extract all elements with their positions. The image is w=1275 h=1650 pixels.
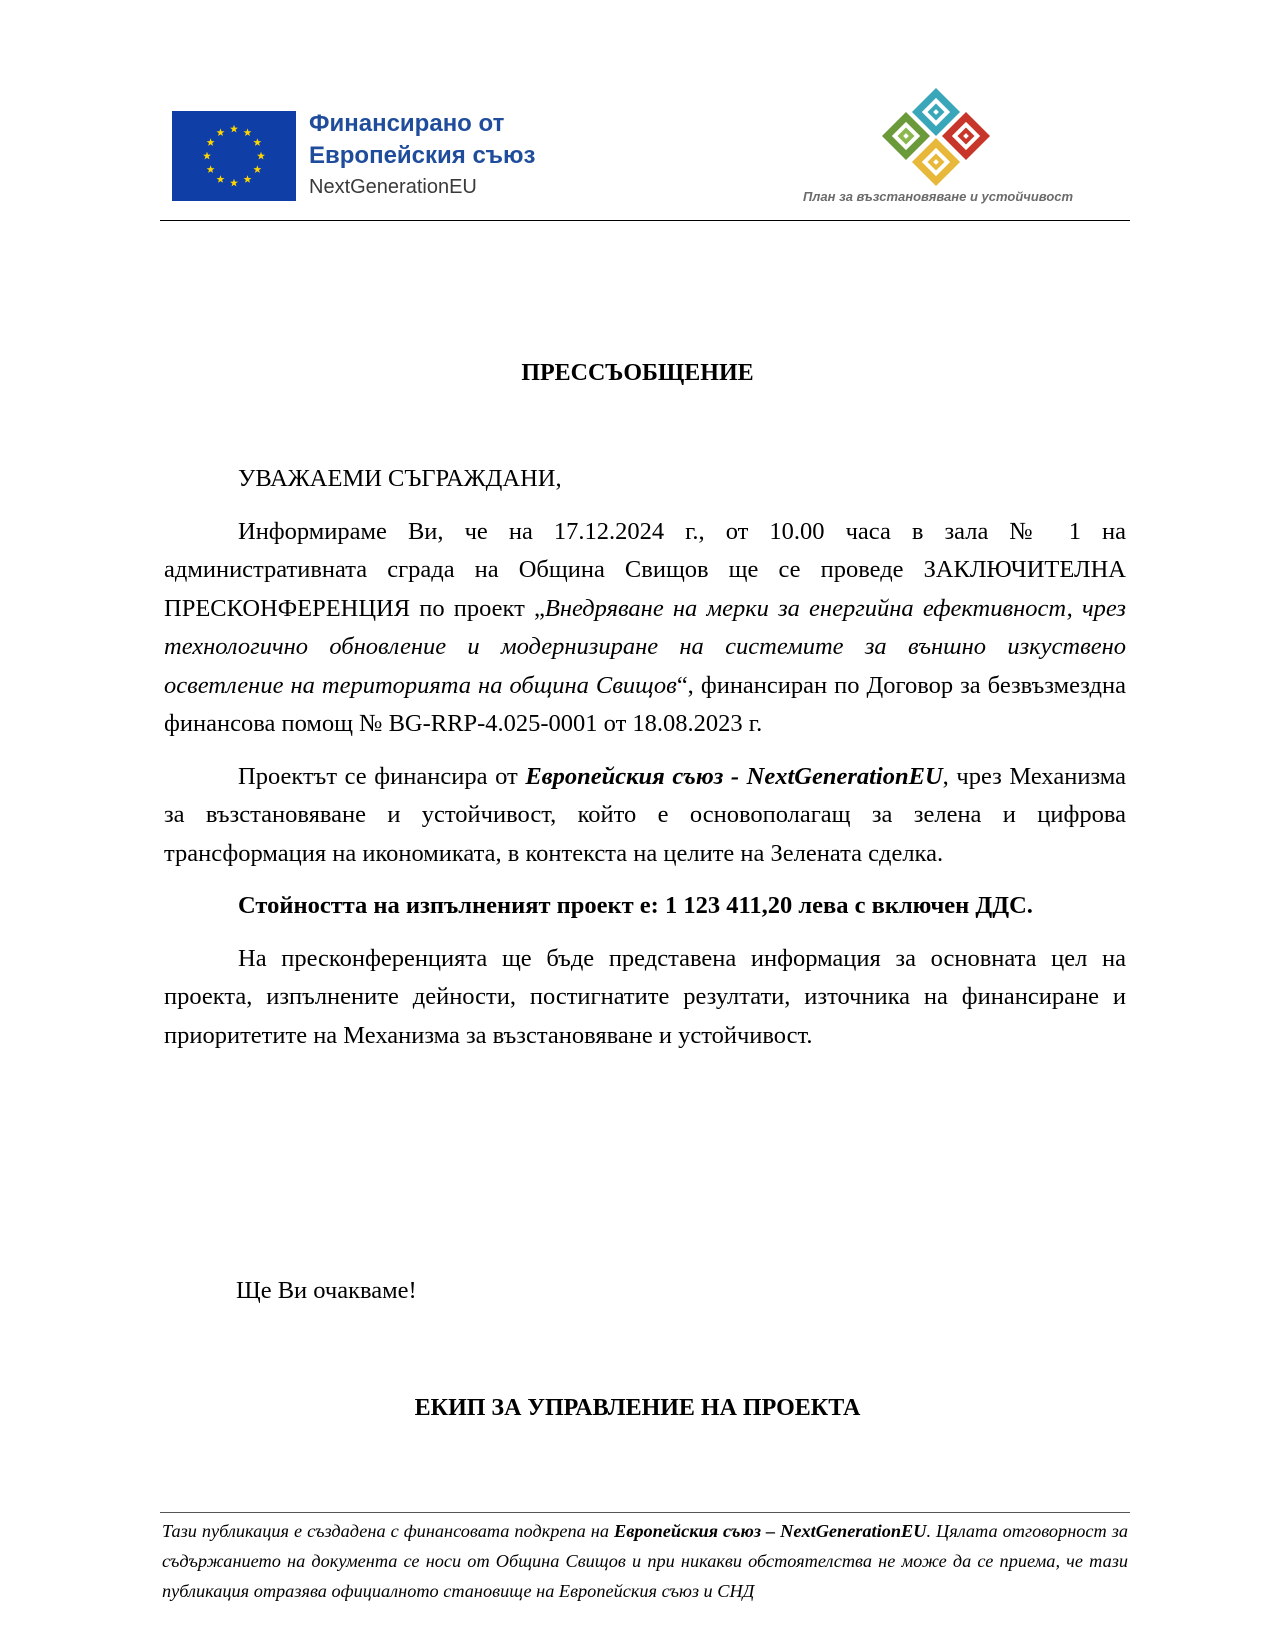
eu-star-icon: [230, 125, 238, 133]
project-name: Внедряване на мерки за енергийна ефективност, чрез технологично обновление и модернизиране на системите за външно изкуствено осветление на територията на община Свищов: [164, 594, 1126, 699]
funding-tail: , чрез Механизма за възстановяване и устойчивост, който е основополагащ за зелена и цифрова трансформация на икономиката, в контекста на целите на Зелената сделка.: [164, 762, 1126, 867]
eu-star-icon: [253, 165, 261, 173]
eu-star-icon: [253, 138, 261, 146]
footer-funder: Европейския съюз – NextGenerationEU: [614, 1521, 927, 1541]
footer-divider: [160, 1512, 1130, 1513]
page-title: ПРЕССЪОБЩЕНИЕ: [521, 360, 754, 386]
header-divider: [160, 220, 1130, 221]
eu-funding-line3: NextGenerationEU: [309, 176, 477, 198]
footer-disclaimer: [162, 1516, 1128, 1606]
paragraph-funding: [164, 758, 1126, 874]
signature-team: ЕКИП ЗА УПРАВЛЕНИЕ НА ПРОЕКТА: [414, 1395, 861, 1421]
eu-flag-icon: [172, 111, 296, 201]
recovery-plan-caption: План за възстановяване и устойчивост: [802, 189, 1074, 204]
announcement-tail: “, финансиран по Договор за безвъзмездна финансова помощ № BG-RRP-4.025-0001 от 18.08.2023 г.: [164, 671, 1126, 737]
eu-star-icon: [207, 165, 215, 173]
greeting: УВАЖАЕМИ СЪГРАЖДАНИ,: [238, 465, 562, 492]
recovery-plan-logo-icon: [866, 86, 1006, 190]
eu-star-icon: [203, 152, 211, 160]
eu-funding-line1: Финансирано от: [309, 110, 505, 137]
project-value: Стойността на изпълненият проект е: 1 123 411,20 лева с включен ДДС.: [238, 892, 1033, 919]
paragraph-announcement: [164, 513, 1126, 744]
funding-source: Европейския съюз - NextGenerationEU: [525, 762, 943, 790]
eu-funding-label: [309, 108, 535, 202]
funding-lead: Проектът се финансира от: [238, 762, 526, 790]
eu-star-icon: [207, 138, 215, 146]
eu-star-icon: [230, 179, 238, 187]
footer-lead: Тази публикация е създадена с финансовата подкрепа на: [162, 1521, 614, 1541]
announcement-lead: Информираме Ви, че на 17.12.2024 г., от 10.00 часа в зала № 1 на административната сграда на Община Свищов ще се проведе ЗАКЛЮЧИТЕЛНА ПРЕСКОНФЕРЕНЦИЯ по проект „: [164, 517, 1126, 622]
press-release-body: [164, 460, 1126, 1055]
eu-star-icon: [217, 128, 225, 136]
closing-line: Ще Ви очакваме!: [236, 1277, 417, 1304]
eu-star-icon: [257, 152, 265, 160]
footer-tail: . Цялата отговорност за съдържанието на документа се носи от Община Свищов и при никакви обстоятелства не може да се приема, че тази публикация отразява официалното становище на Европейския съюз и СНД: [162, 1521, 1128, 1601]
eu-funding-line2: Европейския съюз: [309, 142, 536, 169]
eu-star-icon: [217, 175, 225, 183]
eu-star-icon: [244, 175, 252, 183]
paragraph-agenda: На пресконференцията ще бъде представена информация за основната цел на проекта, изпълнените дейности, постигнатите резултати, източника на финансиране и приоритетите на Механизма за възстановяване и устойчивост.: [164, 944, 1126, 1049]
eu-star-icon: [244, 128, 252, 136]
